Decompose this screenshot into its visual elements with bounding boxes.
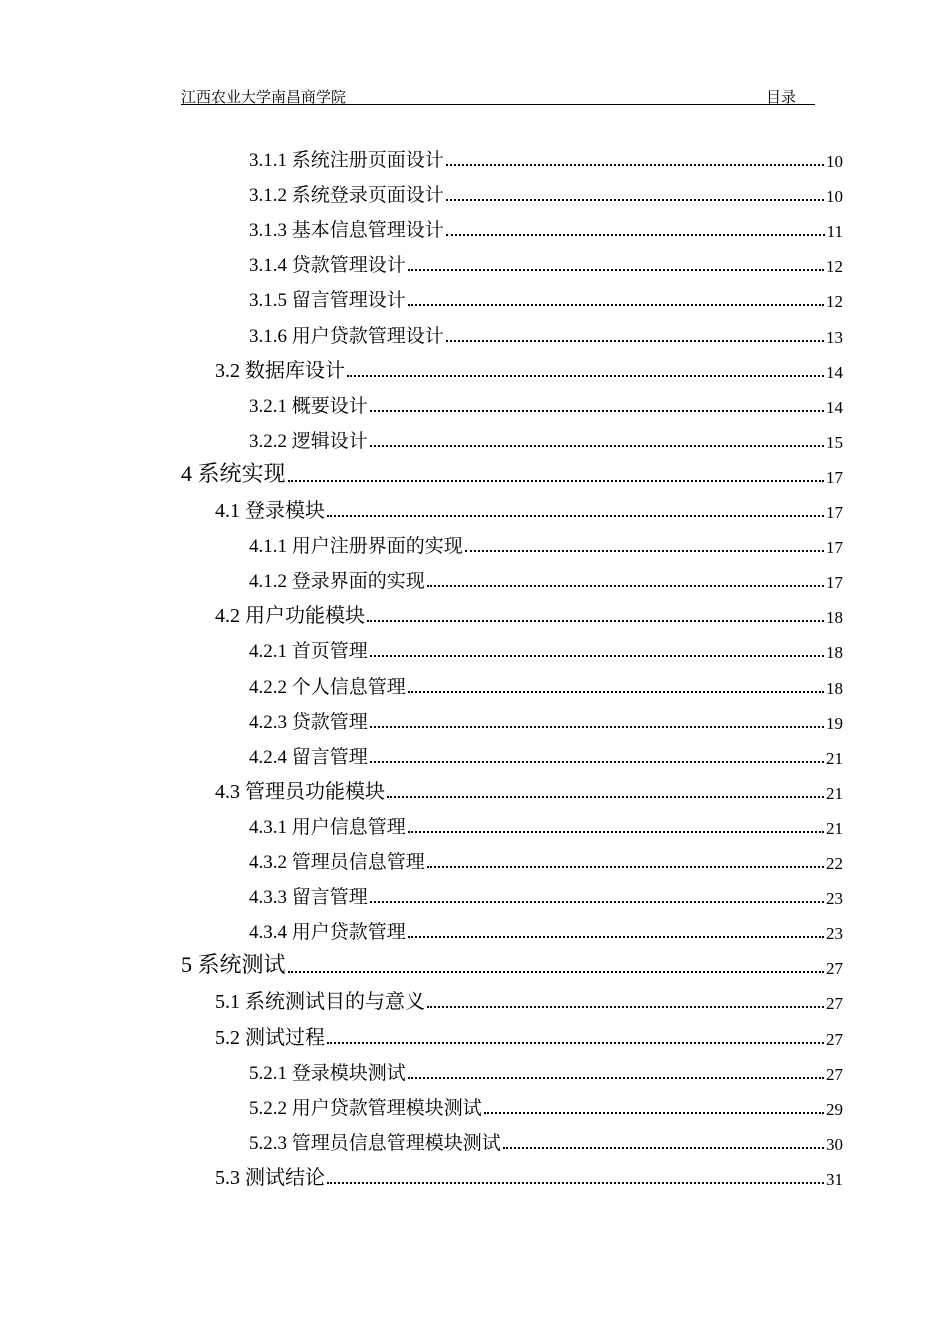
toc-entry-title: 4.3.4 用户贷款管理 bbox=[249, 922, 406, 944]
toc-entry-title: 3.1.1 系统注册页面设计 bbox=[249, 150, 444, 171]
toc-entry-title: 4.3.1 用户信息管理 bbox=[249, 816, 406, 838]
toc-dot-leader bbox=[484, 1112, 824, 1114]
toc-dot-leader bbox=[427, 1006, 824, 1008]
toc-entry[interactable] bbox=[249, 277, 843, 312]
toc-entry[interactable] bbox=[249, 699, 843, 734]
toc-entry-title: 4 系统实现 bbox=[181, 460, 286, 486]
toc-entry[interactable] bbox=[215, 1015, 843, 1050]
toc-page-number: 18 bbox=[826, 678, 843, 698]
toc-page-number: 12 bbox=[826, 292, 843, 312]
toc-entry[interactable] bbox=[215, 979, 843, 1014]
toc-dot-leader bbox=[327, 515, 824, 517]
toc-entry-title: 4.2.4 留言管理 bbox=[249, 746, 368, 768]
toc-dot-leader bbox=[288, 480, 824, 482]
toc-entry-title: 3.2.1 概要设计 bbox=[249, 395, 368, 417]
toc-entry-title: 3.1.5 留言管理设计 bbox=[249, 290, 406, 312]
toc-dot-leader bbox=[427, 585, 824, 587]
toc-entry[interactable] bbox=[249, 383, 843, 418]
toc-page-number: 10 bbox=[826, 187, 843, 207]
toc-dot-leader bbox=[347, 375, 824, 377]
toc-dot-leader bbox=[427, 866, 824, 868]
toc-page-number: 10 bbox=[826, 152, 843, 171]
toc-page-number: 27 bbox=[826, 959, 843, 979]
toc-entry[interactable] bbox=[249, 242, 843, 277]
toc-page-number: 14 bbox=[826, 362, 843, 382]
toc-entry-title: 3.1.4 贷款管理设计 bbox=[249, 255, 406, 277]
toc-dot-leader bbox=[503, 1147, 824, 1149]
toc-entry-title: 5 系统测试 bbox=[181, 952, 286, 978]
toc-page-number: 17 bbox=[826, 573, 843, 593]
toc-entry[interactable] bbox=[249, 172, 843, 207]
toc-entry[interactable] bbox=[215, 769, 843, 804]
toc-page-number: 29 bbox=[826, 1099, 843, 1119]
toc-entry-title: 5.2.1 登录模块测试 bbox=[249, 1062, 406, 1084]
toc-entry[interactable] bbox=[181, 453, 843, 488]
toc-dot-leader bbox=[446, 340, 824, 342]
toc-page-number: 18 bbox=[826, 608, 843, 628]
toc-entry-title: 4.1 登录模块 bbox=[215, 500, 325, 522]
toc-dot-leader bbox=[370, 410, 824, 412]
toc-dot-leader bbox=[408, 304, 824, 306]
toc-page-number: 31 bbox=[826, 1169, 843, 1189]
toc-entry-title: 5.2 测试过程 bbox=[215, 1026, 325, 1049]
toc-entry[interactable] bbox=[215, 348, 843, 383]
toc-entry[interactable] bbox=[249, 558, 843, 593]
toc-dot-leader bbox=[367, 620, 824, 622]
toc-page-number: 12 bbox=[826, 257, 843, 277]
toc-page-number: 11 bbox=[826, 222, 843, 242]
toc-page-number: 15 bbox=[826, 432, 843, 452]
toc-page-number: 21 bbox=[826, 748, 843, 768]
toc-dot-leader bbox=[327, 1182, 824, 1184]
toc-entry-title: 4.2.3 贷款管理 bbox=[249, 711, 368, 733]
header-section-title: 目录 bbox=[766, 90, 797, 106]
toc-entry-title: 4.2.1 首页管理 bbox=[249, 641, 368, 663]
toc-entry-title: 3.2.2 逻辑设计 bbox=[249, 430, 368, 452]
toc-page-number: 21 bbox=[826, 818, 843, 838]
toc-entry[interactable] bbox=[215, 1155, 843, 1190]
toc-page-number: 17 bbox=[826, 503, 843, 522]
toc-dot-leader bbox=[288, 971, 824, 973]
toc-dot-leader bbox=[408, 831, 824, 833]
toc-dot-leader bbox=[370, 655, 824, 657]
toc-dot-leader bbox=[370, 901, 824, 903]
toc-page-number: 27 bbox=[826, 1064, 843, 1084]
toc-page-number: 17 bbox=[826, 538, 843, 558]
toc-entry[interactable] bbox=[249, 664, 843, 699]
toc-entry-title: 3.1.2 系统登录页面设计 bbox=[249, 185, 444, 207]
toc-dot-leader bbox=[370, 726, 824, 728]
toc-entry-title: 4.1.1 用户注册界面的实现 bbox=[249, 536, 463, 558]
toc-entry[interactable] bbox=[249, 874, 843, 909]
toc-entry-title: 5.2.2 用户贷款管理模块测试 bbox=[249, 1097, 482, 1119]
toc-entry[interactable] bbox=[249, 839, 843, 874]
toc-entry[interactable] bbox=[249, 523, 843, 558]
toc-dot-leader bbox=[408, 269, 824, 271]
toc-dot-leader bbox=[446, 234, 825, 236]
toc-entry[interactable] bbox=[249, 313, 843, 348]
toc-entry-title: 4.3.3 留言管理 bbox=[249, 887, 368, 909]
toc-page-number: 22 bbox=[826, 854, 843, 873]
toc-dot-leader bbox=[446, 199, 824, 201]
toc-dot-leader bbox=[370, 445, 824, 447]
toc-page-number: 18 bbox=[826, 643, 843, 663]
toc-page-number: 19 bbox=[826, 713, 843, 733]
toc-entry[interactable] bbox=[249, 734, 843, 769]
toc-dot-leader bbox=[408, 691, 824, 693]
toc-entry[interactable] bbox=[249, 1050, 843, 1085]
toc-entry-title: 5.3 测试结论 bbox=[215, 1166, 325, 1189]
toc-page-number: 13 bbox=[826, 327, 843, 347]
header-institution: 江西农业大学南昌商学院 bbox=[181, 90, 347, 106]
toc-page-number: 27 bbox=[826, 1029, 843, 1049]
toc-entry[interactable] bbox=[249, 1085, 843, 1120]
toc-entry[interactable] bbox=[249, 207, 843, 242]
toc-entry-title: 4.3.2 管理员信息管理 bbox=[249, 852, 425, 873]
toc-entry-title: 3.1.3 基本信息管理设计 bbox=[249, 220, 444, 242]
toc-page-number: 23 bbox=[826, 889, 843, 909]
toc-dot-leader bbox=[408, 936, 824, 938]
toc-entry-title: 4.3 管理员功能模块 bbox=[215, 780, 385, 803]
toc-entry[interactable] bbox=[249, 909, 843, 944]
toc-page-number: 17 bbox=[826, 467, 843, 487]
page-header bbox=[181, 84, 815, 105]
toc-dot-leader bbox=[327, 1042, 824, 1044]
toc-page-number: 23 bbox=[826, 924, 843, 944]
toc-entry-title: 5.2.3 管理员信息管理模块测试 bbox=[249, 1132, 501, 1154]
toc-dot-leader bbox=[465, 550, 824, 552]
toc-entry[interactable] bbox=[215, 488, 843, 523]
toc-entry[interactable] bbox=[215, 593, 843, 628]
toc-entry[interactable] bbox=[181, 944, 843, 979]
toc-page-number: 14 bbox=[826, 397, 843, 417]
toc-entry[interactable] bbox=[249, 804, 843, 839]
toc-entry[interactable] bbox=[249, 418, 843, 453]
toc-dot-leader bbox=[446, 164, 824, 166]
toc-entry[interactable] bbox=[249, 1120, 843, 1155]
toc-page-number: 21 bbox=[826, 783, 843, 803]
toc-entry-title: 4.2 用户功能模块 bbox=[215, 605, 365, 628]
toc-entry-title: 5.1 系统测试目的与意义 bbox=[215, 991, 425, 1014]
toc-entry-title: 4.1.2 登录界面的实现 bbox=[249, 571, 425, 593]
toc-page-number: 27 bbox=[826, 994, 843, 1014]
toc-page-number: 30 bbox=[826, 1134, 843, 1154]
toc-dot-leader bbox=[370, 761, 824, 763]
toc-dot-leader bbox=[408, 1077, 824, 1079]
toc-entry-title: 3.1.6 用户贷款管理设计 bbox=[249, 325, 444, 347]
toc-entry-title: 4.2.2 个人信息管理 bbox=[249, 676, 406, 698]
toc-entry[interactable] bbox=[249, 137, 843, 172]
toc-entry-title: 3.2 数据库设计 bbox=[215, 359, 345, 382]
toc-dot-leader bbox=[387, 796, 824, 798]
toc-entry[interactable] bbox=[249, 628, 843, 663]
